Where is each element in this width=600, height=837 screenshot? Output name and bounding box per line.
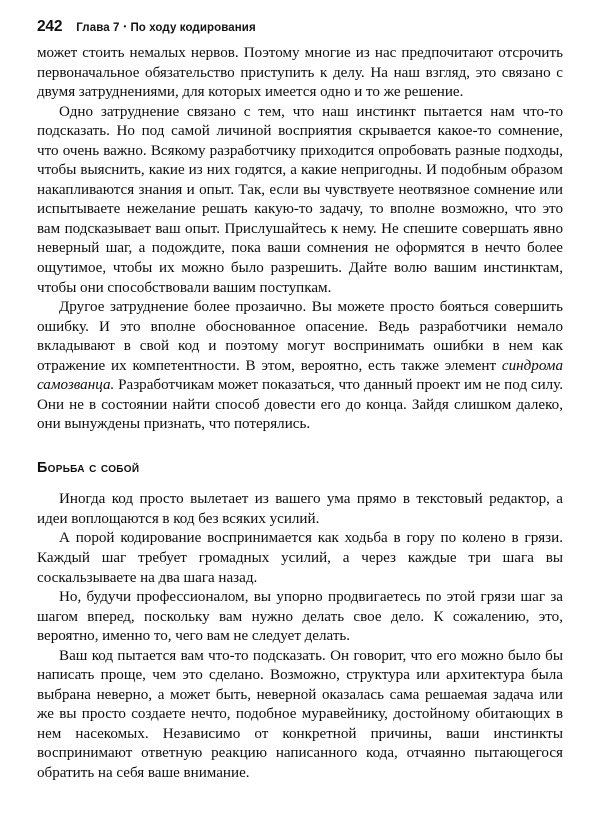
page-number: 242 [37,18,63,35]
spacer-below-heading [37,475,563,490]
paragraph: А порой кодирование воспринимается как ходьба в гору по колено в грязи. Каждый шаг требует громадных усилий, а через каждые три шага вы соскальзываете на два шага назад. [37,530,563,586]
bullet-separator-icon: • [123,22,127,31]
chapter-label: Глава 7 [76,22,120,34]
chapter-breadcrumb [76,22,256,34]
paragraph-continuation: может стоить немалых нервов. Поэтому многие из нас предпочитают отсрочить первоначальное обязательство приступить к делу. На наш взгляд, это связано с двумя затруднениями, для которых имеется одно и то же решение. [37,45,563,101]
paragraph-with-italic [37,298,563,435]
paragraph: Ваш код пытается вам что-то подсказать. Он говорит, что его можно было бы написать проще, чем это сделано. Возможно, структура или архитектура была выбрана неверно, а может быть, неверной оказалась сама решаемая задача или же вы просто создаете нечто, подобное муравейнику, достойному обитающих в нем насекомых. Независимо от конкретной причины, ваши инстинкты воспринимают ответную реакцию написанного кода, отчаянно пытающегося обратить на себя ваше внимание. [37,647,563,781]
paragraph-text-tail: Разработчикам может показаться, что данный проект им не под силу. Они не в состоянии найти способ довести его до конца. Зайдя слишком далеко, они вынуждены признать, что потерялись. [37,377,563,433]
italic-term-impostor-syndrome: синдрома самозванца. [37,357,563,394]
paragraph: Иногда код просто вылетает из вашего ума прямо в текстовый редактор, а идеи воплощаются в код без всяких усилий. [37,491,563,527]
chapter-title: По ходу кодирования [130,22,256,34]
paragraph: Но, будучи профессионалом, вы упорно продвигаетесь по этой грязи шаг за шагом вперед, поскольку вам нужно делать свое дело. К сожалению, это, вероятно, именно то, чего вам не следует делать. [37,589,563,645]
section-heading: Борьба с собой [37,459,140,476]
text-column [37,44,563,784]
paragraph: Одно затруднение связано с тем, что наш инстинкт пытается нам что-то подсказать. Но под самой личиной восприятия скрывается какое-то сомнение, что очень важно. Всякому разработчику приходится опробовать разные подходы, чтобы выяснить, какие из них годятся, а какие непригодны. И подобным образом накапливаются знания и опыт. Так, если вы чувствуете неотвязное сомнение или испытываете нежелание решать какую-то задачу, то вполне возможно, что это вам подсказывает ваш опыт. Прислушайтесь к нему. Не спешите совершать явно неверный шаг, а подождите, пока ваши сомнения не оформятся в нечто более ощутимое, чтобы их можно было разрешить. Дайте волю вашим инстинктам, чтобы они способствовали вашим поступкам. [37,103,563,296]
spacer-above-heading [37,435,563,461]
paragraph-text-lead: Другое затруднение более прозаично. Вы можете просто бояться совершить ошибку. И это вполне обоснованное опасение. Ведь разработчики немало вкладывают в свой код и поэтому могут воспринимать ошибки в нем как отражение их компетентности. В этом, вероятно, есть также элемент [37,299,563,374]
running-head [37,18,563,36]
